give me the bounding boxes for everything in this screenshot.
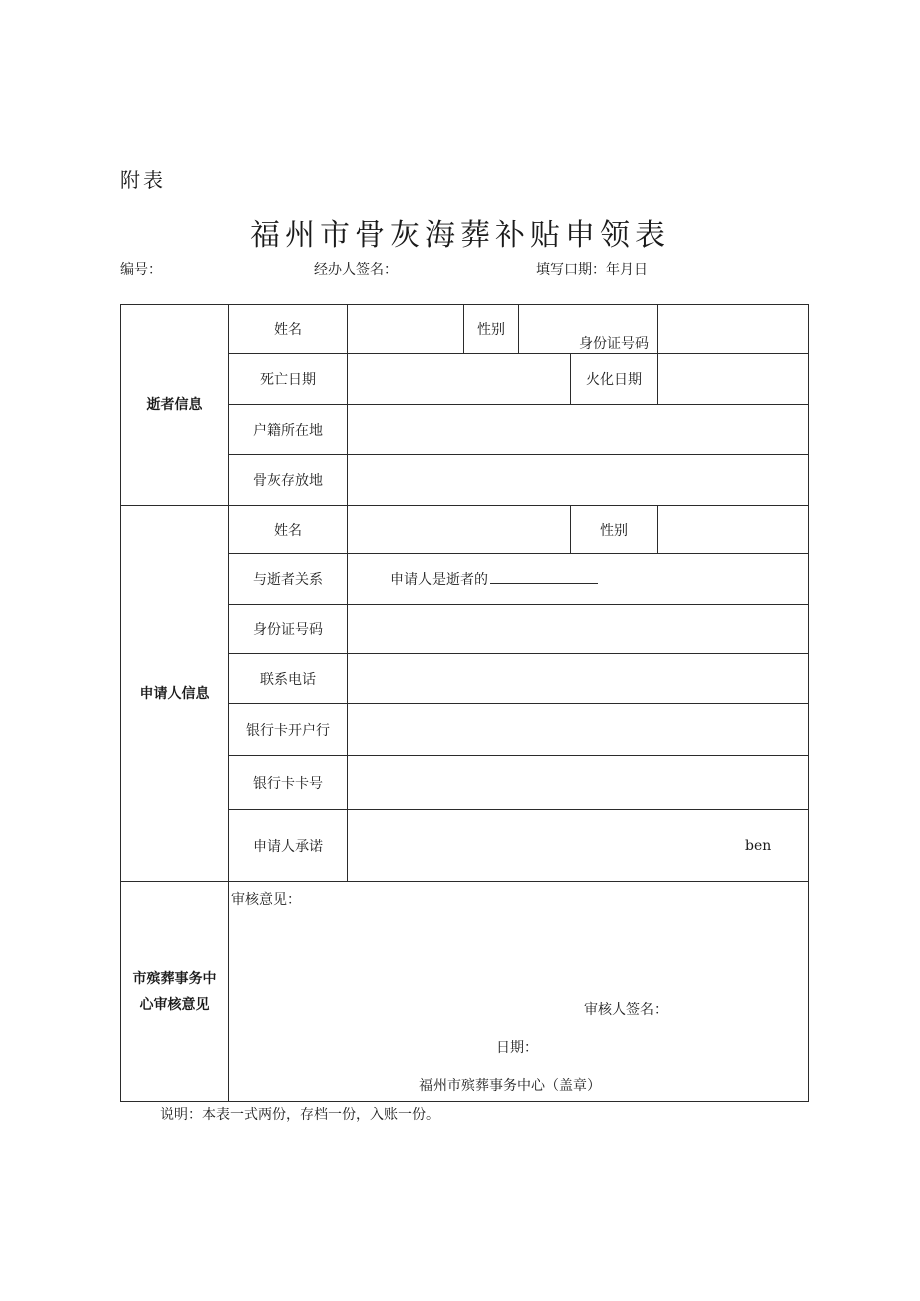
- bank-field[interactable]: [348, 704, 808, 755]
- number-label: 编号：: [120, 262, 162, 278]
- card-number-label: 银行卡卡号: [253, 775, 323, 792]
- form-title: 福州市骨灰海葬补贴申领表: [250, 218, 670, 253]
- deceased-id-label: 身份证号码: [579, 336, 649, 352]
- ashes-location-label: 骨灰存放地: [253, 473, 323, 489]
- phone-label: 联系电话: [260, 671, 316, 688]
- phone-field[interactable]: [348, 654, 808, 703]
- deceased-section-label: 逝者信息: [146, 397, 203, 413]
- relation-label: 与逝者关系: [253, 572, 323, 588]
- footnote: 说明：本表一式两份，存档一份，入账一份。: [160, 1107, 440, 1123]
- reviewer-sign-label: 审核人签名：: [584, 1002, 668, 1018]
- death-date-label: 死亡日期: [260, 372, 316, 388]
- applicant-gender-label: 性别: [600, 522, 628, 539]
- deceased-name-label: 姓名: [274, 322, 302, 338]
- bank-label: 银行卡开户行: [246, 722, 330, 739]
- review-date-label: 日期：: [496, 1040, 538, 1056]
- promise-text: ben: [745, 838, 772, 854]
- household-field[interactable]: [348, 405, 808, 454]
- household-label: 户籍所在地: [253, 422, 323, 439]
- applicant-name-label: 姓名: [274, 522, 302, 539]
- cremation-date-label: 火化日期: [586, 372, 642, 388]
- review-opinion-field[interactable]: [229, 882, 808, 1101]
- deceased-gender-field[interactable]: [519, 305, 570, 353]
- deceased-gender-label: 性别: [477, 322, 505, 338]
- review-section-label: [121, 882, 228, 1101]
- applicant-gender-field[interactable]: [658, 506, 808, 553]
- relation-statement: [390, 569, 598, 589]
- death-date-field[interactable]: [348, 354, 570, 404]
- promise-label: 申请人承诺: [253, 838, 323, 855]
- deceased-name-field[interactable]: [348, 305, 463, 353]
- ashes-location-field[interactable]: [348, 455, 808, 505]
- fill-date-label: 填写口期：年月日: [536, 262, 648, 278]
- deceased-id-field[interactable]: [658, 305, 808, 353]
- cremation-date-field[interactable]: [658, 354, 808, 404]
- review-section-label-line2: 心审核意见: [139, 996, 210, 1013]
- applicant-id-label: 身份证号码: [253, 622, 323, 638]
- handler-sign-label: 经办人签名：: [314, 262, 398, 278]
- relation-blank[interactable]: [490, 569, 598, 584]
- review-section-label-line1: 市殡葬事务中: [132, 970, 217, 987]
- applicant-name-field[interactable]: [348, 506, 570, 553]
- seal-label: 福州市殡葬事务中心（盖章）: [419, 1078, 601, 1094]
- review-opinion-label: 审核意见：: [231, 892, 301, 908]
- card-number-field[interactable]: [348, 756, 808, 809]
- applicant-id-field[interactable]: [348, 605, 808, 653]
- promise-field[interactable]: [348, 810, 808, 881]
- applicant-section-label: 申请人信息: [139, 685, 210, 702]
- attachment-label: 附表: [120, 168, 166, 192]
- relation-text: 申请人是逝者的: [390, 572, 488, 588]
